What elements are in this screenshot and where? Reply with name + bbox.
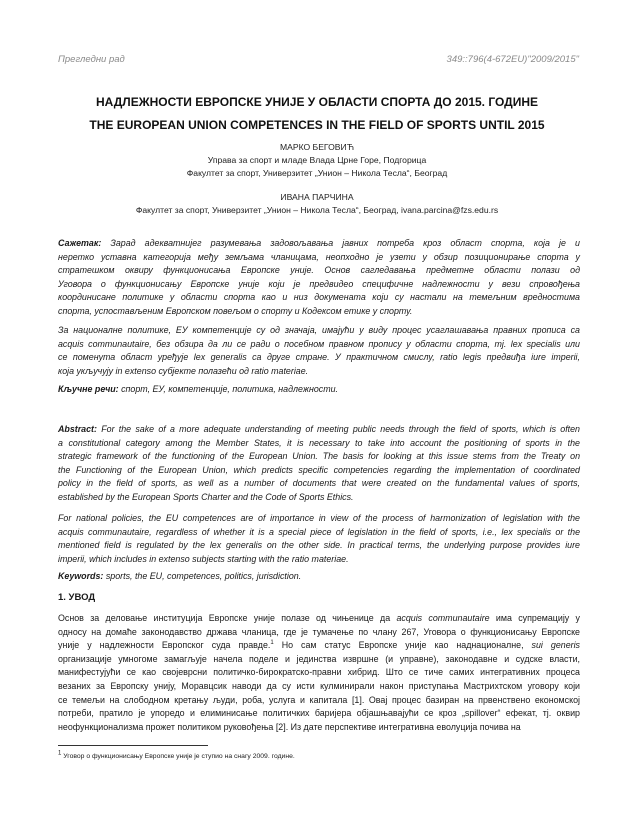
text-line: везаних за Европску унију, Моравцсик наводи да су исти кулминирали након приступања Мастрихтском уговору који: [58, 680, 580, 691]
author-2-affiliation: Факултет за спорт, Универзитет „Унион – Никола Тесла“, Београд, ivana.parcina@fzs.edu.rs: [135, 205, 499, 215]
text-line: се поменута област уређује lex generalis са друге стране. У практичном смислу, ratio legis предвиђа iure imperii,: [58, 352, 580, 363]
footnote-divider: [58, 745, 208, 746]
text-line: For national policies, the EU competences are of importance in view of the process of harmonization of legislation with the: [58, 513, 580, 523]
text-line: imperii, which includes in extenso subjects starting with the ratio materiae.: [58, 553, 349, 564]
text-line: acquis communautaire, regardless of whether it is a special piece of legislation in the field of sports, i.e., lex specialis or the: [58, 526, 580, 537]
text-segment: уније у надлежности Европског суда правде.: [58, 640, 271, 651]
text-line: Abstract: For the sake of a more adequate understanding of meeting public needs through the field of sports, which is often: [58, 424, 580, 434]
text-line: стратешком оквиру функционисања Европске уније. Основ сагледавања предметне области полази од: [58, 265, 580, 276]
text-line: неофункционализма прожет политиком руковођења [2]. Из дате перспективе интегративна еволуција почива на: [58, 721, 521, 732]
paragraph-keywords: [58, 570, 580, 584]
paragraph-label: Abstract:: [58, 424, 97, 434]
text-line: Сажетак: Зарад адекватнијег разумевања задовољавања јавних потреба кроз област спорта, која је и: [58, 238, 580, 248]
text-line: the Functioning of the European Union, which predicts specific competencies regarding the implementation of coordinated: [58, 464, 580, 475]
text-line: established by the European Sports Charter and the Code of Sports Ethics.: [58, 491, 354, 502]
text-line: [58, 639, 580, 653]
text-segment: sui generis: [531, 640, 580, 651]
text-segment: acquis communautaire: [396, 613, 490, 623]
author-2-name: ИВАНА ПАРЧИНА: [280, 192, 354, 202]
udc-code: 349::796(4-672EU)"2009/2015": [446, 54, 579, 65]
text-segment: има супремацију у: [489, 613, 580, 623]
text-line: неретко уставна категорија међу земљама чланицама, неопходно је узети у обзир позиционирање спорта у: [58, 251, 580, 262]
text-line: се темељи на слободном кретању људи, роба, услуга и капитала [1]. Овај процес базиран на првенствено економској: [58, 694, 580, 705]
article-type: Прегледни рад: [58, 54, 125, 65]
author-1-name: МАРКО БЕГОВИЋ: [279, 142, 355, 152]
text-line: организације умногоме замагљује начела поделе и јединства извршне (и управне), законодавне и судске власти,: [58, 653, 580, 664]
text-segment: Но сам статус Европске уније као наднационалне,: [273, 640, 532, 651]
paragraph-label: Сажетак:: [58, 238, 102, 248]
author-1-affiliation-1: Управа за спорт и младе Влада Црне Горе, Подгорица: [207, 155, 427, 165]
text-segment: Основ за деловање институција Европске уније полазе од чињенице да: [58, 613, 397, 623]
author-1-affiliation-2: Факултет за спорт, Универзитет „Унион – Никола Тесла“, Београд: [186, 168, 448, 178]
text-line: Уговора о функционисању Европске уније који је предвидео специфичне надлежности у вези спровођења: [58, 278, 580, 289]
text-line: strategic framework of the functioning of the European Union. The basis for looking at this issue stems from the Treaty on: [58, 451, 580, 462]
text-line: спорта, успостављеним Европском повељом о спорту и Кодексом етике у спорту.: [58, 305, 413, 316]
text-line: потреби, пратило је упоредо и елиминисање политичких баријера објашњавајући се кроз „spillover“ ефекат, тј. оквир: [58, 708, 580, 719]
paragraph-body-1: [58, 612, 580, 734]
text-line: За националне политике, ЕУ компетенције су од значаја, имајући у виду процес усаглашавања правних прописа са: [58, 325, 580, 335]
text-line: a constitutional category among the Member States, it is necessary to take into account the positioning of sports in the: [58, 437, 580, 448]
paragraph-sazetak-2: [58, 324, 580, 378]
text-line: односу на домаће законодавство држава чланица, где је тумачење по члану 267, Уговора о функционисању Европске: [58, 626, 580, 637]
text-line: координисане политике у области спорта као и низ докумената који су настали на темељним вредностима: [58, 292, 580, 303]
paragraph-label: Кључне речи:: [58, 384, 119, 394]
section-heading: 1. УВОД: [58, 592, 96, 603]
paragraph-abstract-1: [58, 423, 580, 505]
text-line: Кључне речи: спорт, ЕУ, компетенције, политика, надлежности.: [58, 384, 339, 394]
footnote-mark: 1: [58, 750, 62, 757]
paragraph-sazetak-1: [58, 237, 580, 319]
text-line: policy in the field of sports, as well as a number of documents that were created on the fundamental values of sports,: [58, 478, 580, 489]
text-line: Keywords: sports, the EU, competences, politics, jurisdiction.: [58, 571, 302, 581]
footnote: [58, 750, 295, 760]
footnote-text: Уговор о функционисању Европске уније је ступио на снагу 2009. године.: [61, 753, 295, 760]
text-line: [58, 612, 580, 626]
paragraph-abstract-2: [58, 512, 580, 566]
text-line: манифестујући се као својеврсни политичко-бирократско-правни хибрид. Што се тиче самих интегративних процеса: [58, 667, 580, 678]
text-line: која укључују in extenso субјекте полазећи од ratio materiae.: [58, 365, 309, 376]
paragraph-kljucne-reci: [58, 383, 580, 397]
title-serbian: НАДЛЕЖНОСТИ ЕВРОПСКЕ УНИЈЕ У ОБЛАСТИ СПОРТА ДО 2015. ГОДИНЕ: [95, 95, 538, 109]
footnote-reference: 1: [270, 640, 274, 647]
text-line: acquis communautaire, без обзира да ли се ради о посебном правном пропису у области спорта, тј. lex specialis или: [58, 338, 580, 349]
title-english: THE EUROPEAN UNION COMPETENCES IN THE FIELD OF SPORTS UNTIL 2015: [89, 118, 545, 132]
text-line: mentioned field is regulated by the lex generalis on the other side. In practical terms, the underlying purpose provides iure: [58, 540, 580, 551]
paragraph-label: Keywords:: [58, 571, 104, 581]
